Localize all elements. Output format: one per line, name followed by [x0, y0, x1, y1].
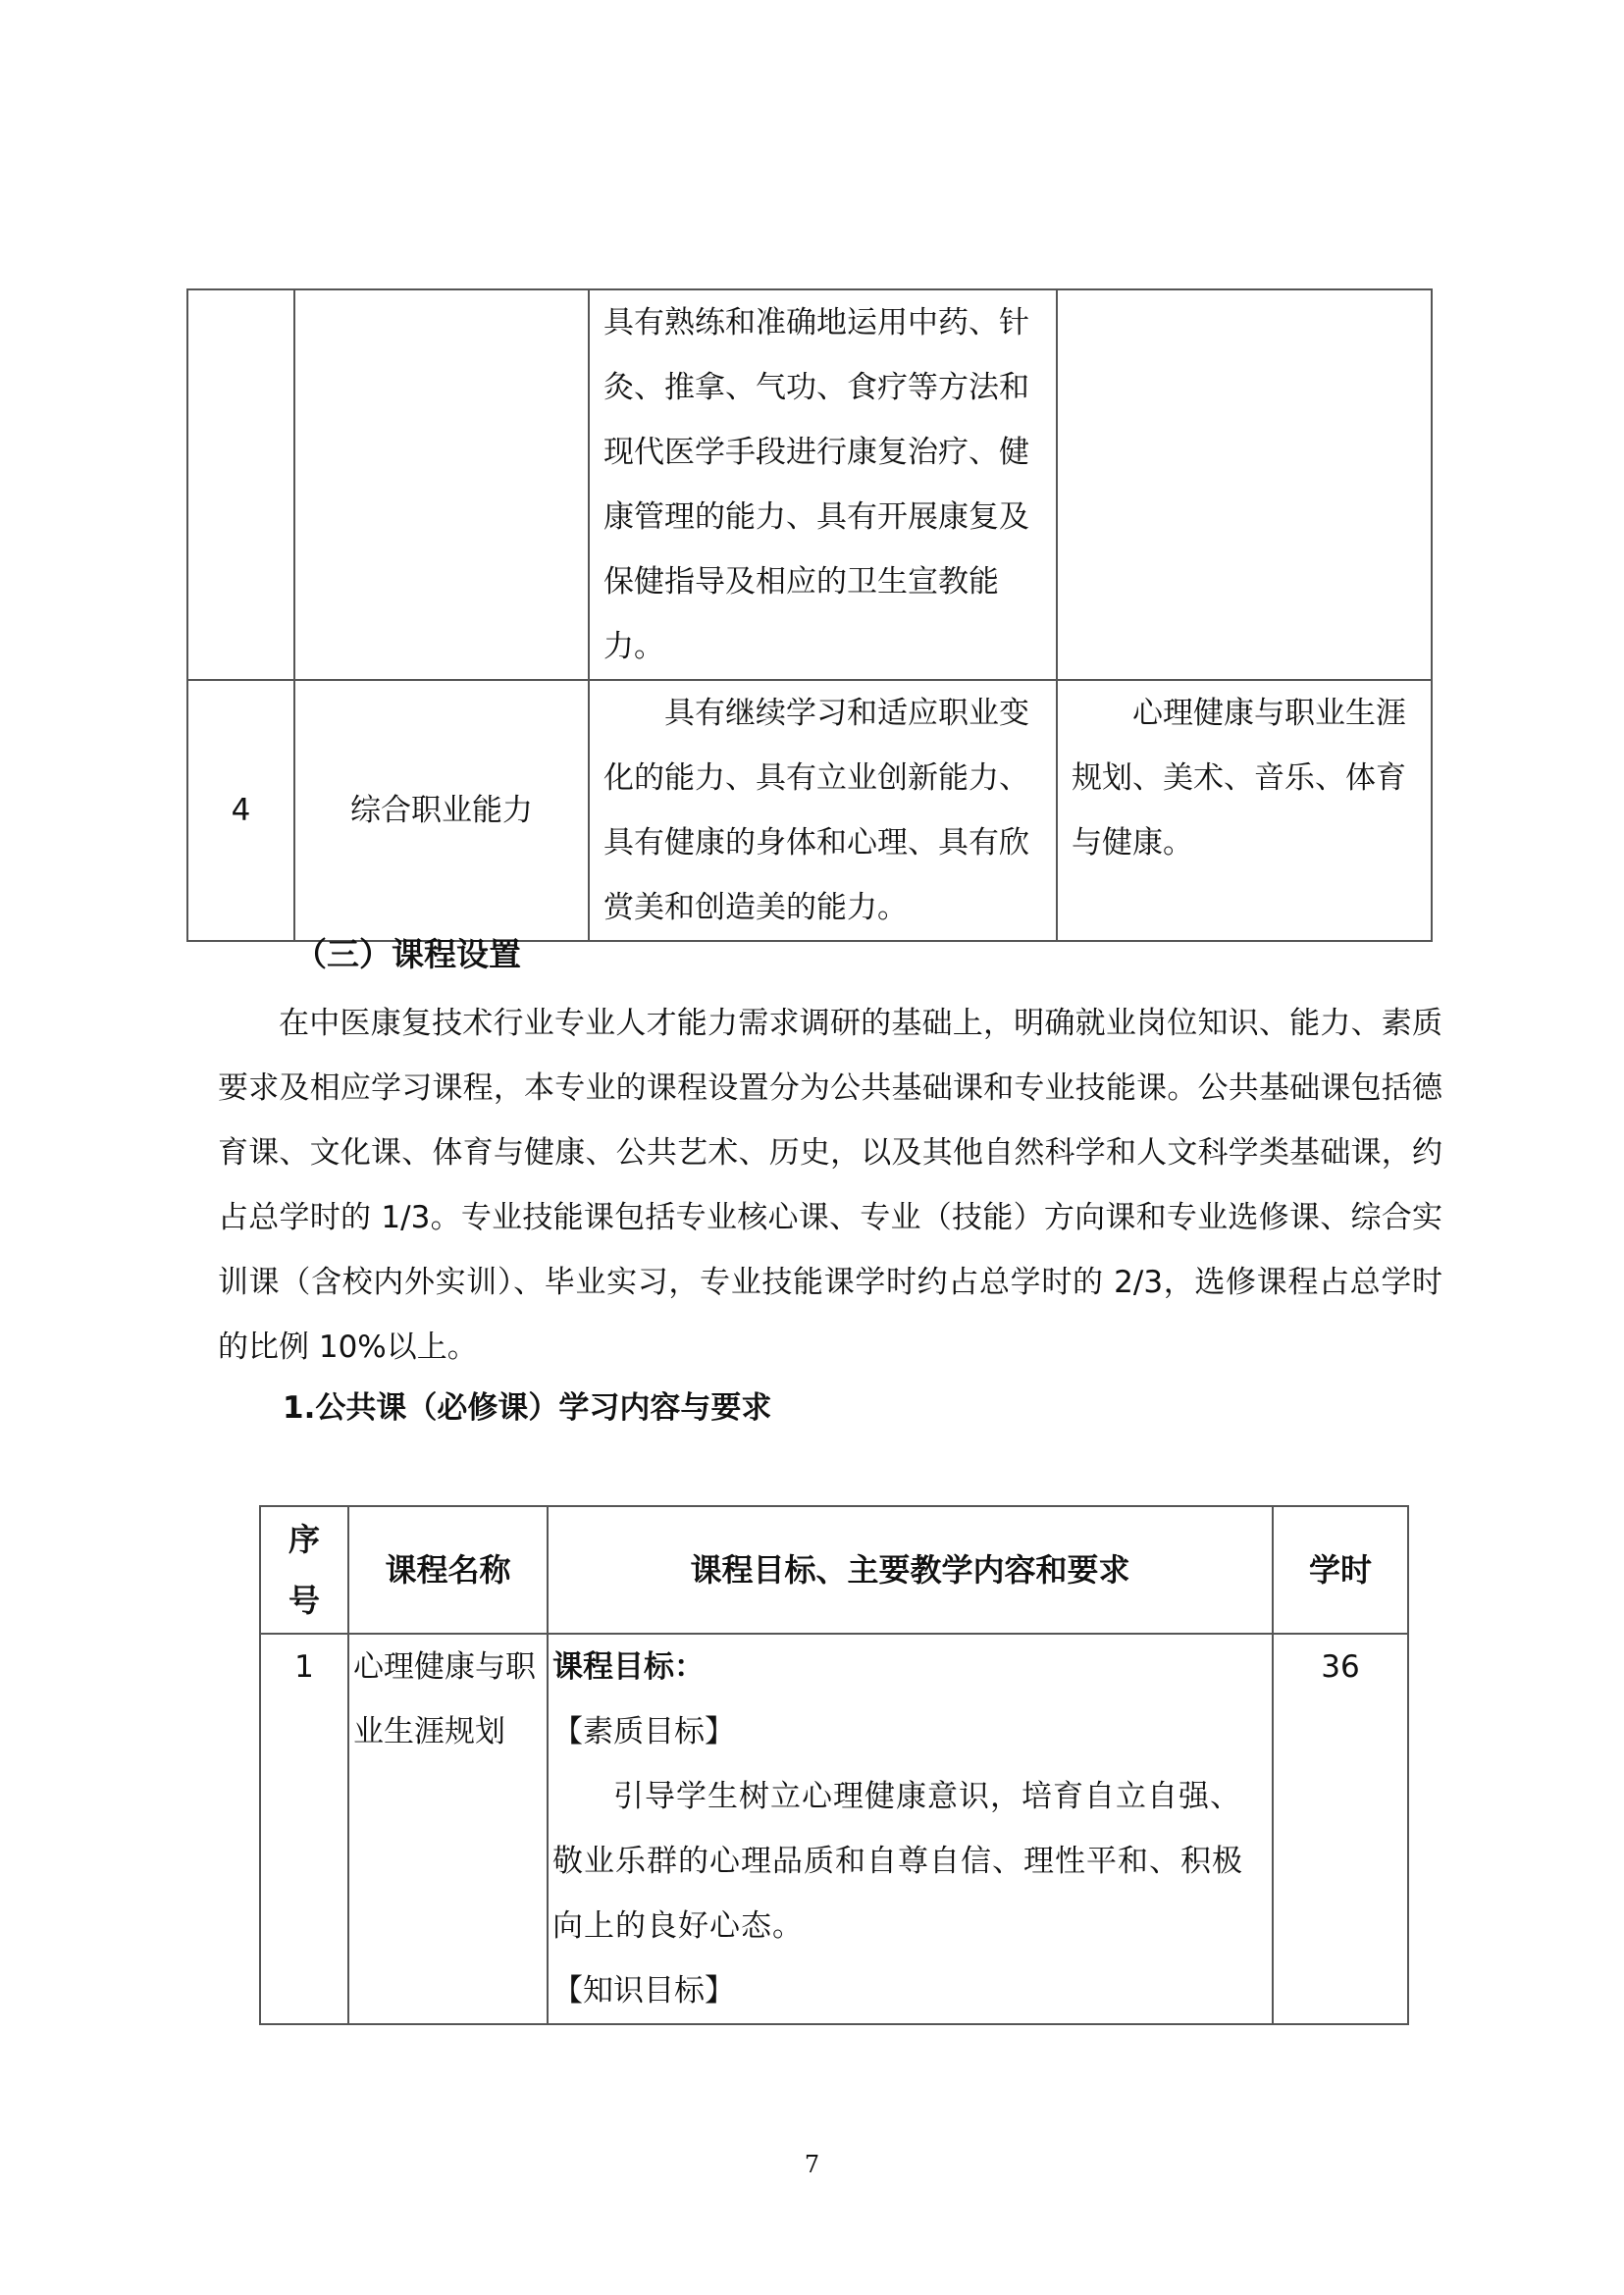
- header-content: 课程目标、主要教学内容和要求: [548, 1506, 1273, 1634]
- courses-cell: 心理健康与职业生涯规划、美术、音乐、体育与健康。: [1057, 680, 1432, 941]
- ability-table: [186, 288, 1433, 942]
- requirements-cell: 具有继续学习和适应职业变化的能力、具有立业创新能力、具有健康的身体和心理、具有欣赏美和创造美的能力。: [589, 680, 1057, 941]
- seq-cell: 4: [187, 680, 294, 941]
- requirements-cell: 具有熟练和准确地运用中药、针灸、推拿、气功、食疗等方法和现代医学手段进行康复治疗、健康管理的能力、具有开展康复及保健指导及相应的卫生宣教能力。: [589, 289, 1057, 680]
- table-row: [260, 1634, 1408, 2024]
- table-row: [187, 680, 1432, 941]
- header-name: 课程名称: [348, 1506, 548, 1634]
- course-goal-label: 课程目标：: [552, 1649, 705, 1685]
- header-hours: 学时: [1273, 1506, 1408, 1634]
- section-heading: （三）课程设置: [294, 935, 521, 973]
- hours-cell: 36: [1273, 1634, 1408, 2024]
- ability-cell: [294, 289, 589, 680]
- quality-goal-text: 引导学生树立心理健康意识，培育自立自强、敬业乐群的心理品质和自尊自信、理性平和、积极向上的良好心态。: [552, 1779, 1243, 1944]
- seq-cell: [187, 289, 294, 680]
- page-number: 7: [804, 2151, 820, 2178]
- course-content-cell: [548, 1634, 1273, 2024]
- course-table: [259, 1505, 1409, 2025]
- seq-cell: 1: [260, 1634, 348, 2024]
- courses-cell: [1057, 289, 1432, 680]
- knowledge-goal-label: 【知识目标】: [552, 1973, 735, 2008]
- table-header-row: [260, 1506, 1408, 1634]
- ability-cell: 综合职业能力: [294, 680, 589, 941]
- subheading: 1.公共课（必修课）学习内容与要求: [283, 1390, 772, 1426]
- table-row: [187, 289, 1432, 680]
- quality-goal-label: 【素质目标】: [552, 1714, 735, 1749]
- body-paragraph: 在中医康复技术行业专业人才能力需求调研的基础上，明确就业岗位知识、能力、素质要求及相应学习课程，本专业的课程设置分为公共基础课和专业技能课。公共基础课包括德育课、文化课、体育与健康、公共艺术、历史，以及其他自然科学和人文科学类基础课，约占总学时的 1/3。专业技能课包括专业核心课、专业（技能）方向课和专业选修课、综合实训课（含校内外实训）、毕业实习，专业技能课学时约占总学时的 2/3，选修课程占总学时的比例 10%以上。: [218, 1006, 1442, 1365]
- header-seq: 序号: [260, 1506, 348, 1634]
- course-name-cell: 心理健康与职业生涯规划: [348, 1634, 548, 2024]
